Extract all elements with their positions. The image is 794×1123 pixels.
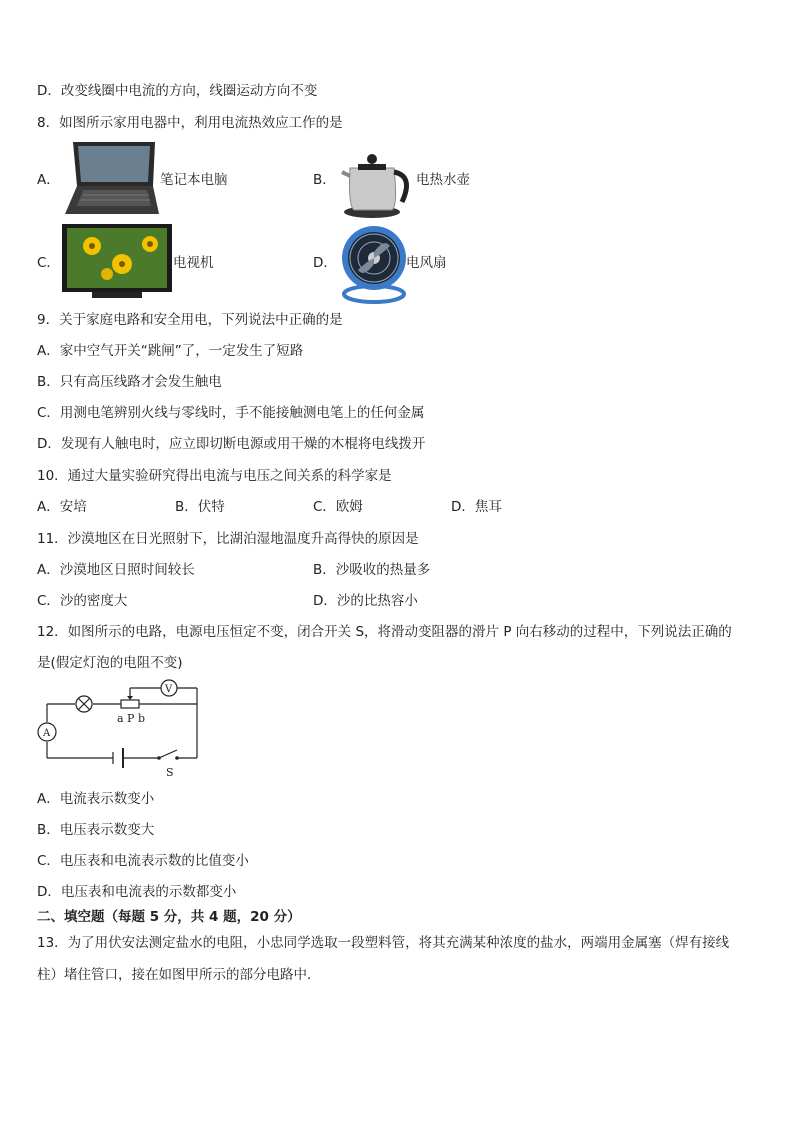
television-image bbox=[62, 224, 172, 300]
section-2-heading: 二、填空题（每题 5 分，共 4 题，20 分） bbox=[37, 909, 301, 925]
q8-option-c-letter: C． bbox=[37, 255, 60, 271]
q12-option-b: B．电压表示数变大 bbox=[37, 822, 155, 838]
q11-option-b: B．沙吸收的热量多 bbox=[313, 562, 431, 578]
switch-label: S bbox=[166, 766, 174, 779]
q8-option-b-label: 电热水壶 bbox=[416, 172, 470, 188]
q9-option-d: D．发现有人触电时，应立即切断电源或用干燥的木棍将电线拨开 bbox=[37, 436, 426, 452]
q8-option-d-letter: D． bbox=[313, 255, 337, 271]
q9-option-c: C．用测电笔辨别火线与零线时，手不能接触测电笔上的任何金属 bbox=[37, 405, 425, 421]
q10-option-d: D．焦耳 bbox=[451, 499, 502, 515]
electric-kettle-image bbox=[340, 146, 416, 220]
q8-option-b-letter: B． bbox=[313, 172, 336, 188]
q10-stem: 10．通过大量实验研究得出电流与电压之间关系的科学家是 bbox=[37, 468, 392, 484]
q9-option-a: A．家中空气开关“跳闸”了，一定发生了短路 bbox=[37, 343, 304, 359]
q10-option-c: C．欧姆 bbox=[313, 499, 363, 515]
rheostat-labels: a P b bbox=[117, 712, 145, 725]
q12-option-c: C．电压表和电流表示数的比值变小 bbox=[37, 853, 249, 869]
q8-option-a-label: 笔记本电脑 bbox=[160, 172, 228, 188]
q12-stem-line1: 12．如图所示的电路，电源电压恒定不变，闭合开关 S，将滑动变阻器的滑片 P 向右移动的过程中，下列说法正确的 bbox=[37, 624, 732, 640]
q12-stem-line2: 是(假定灯泡的电阻不变) bbox=[37, 655, 183, 671]
q11-option-d: D．沙的比热容小 bbox=[313, 593, 418, 609]
ammeter-label: A bbox=[43, 728, 51, 739]
circuit-diagram bbox=[35, 678, 205, 780]
q10-option-b: B．伏特 bbox=[175, 499, 225, 515]
q12-option-a: A．电流表示数变小 bbox=[37, 791, 155, 807]
q10-option-a: A．安培 bbox=[37, 499, 87, 515]
laptop-image bbox=[63, 140, 159, 218]
q8-option-a-letter: A． bbox=[37, 172, 60, 188]
q13-stem-line2: 柱）堵住管口，接在如图甲所示的部分电路中． bbox=[37, 967, 321, 983]
q13-stem-line1: 13．为了用伏安法测定盐水的电阻，小忠同学选取一段塑料管，将其充满某种浓度的盐水，两端用金属塞（焊有接线 bbox=[37, 935, 730, 951]
voltmeter-label: V bbox=[165, 684, 173, 695]
electric-fan-image bbox=[338, 222, 408, 304]
q12-option-d: D．电压表和电流表的示数都变小 bbox=[37, 884, 237, 900]
q8-stem: 8．如图所示家用电器中，利用电流热效应工作的是 bbox=[37, 115, 343, 131]
q9-stem: 9．关于家庭电路和安全用电，下列说法中正确的是 bbox=[37, 312, 343, 328]
q11-option-c: C．沙的密度大 bbox=[37, 593, 128, 609]
q8-option-c-label: 电视机 bbox=[173, 255, 214, 271]
q11-stem: 11．沙漠地区在日光照射下，比湖泊湿地温度升高得快的原因是 bbox=[37, 531, 419, 547]
q8-option-d-label: 电风扇 bbox=[406, 255, 447, 271]
q9-option-b: B．只有高压线路才会发生触电 bbox=[37, 374, 222, 390]
q11-option-a: A．沙漠地区日照时间较长 bbox=[37, 562, 195, 578]
q7-option-d: D．改变线圈中电流的方向，线圈运动方向不变 bbox=[37, 83, 318, 99]
